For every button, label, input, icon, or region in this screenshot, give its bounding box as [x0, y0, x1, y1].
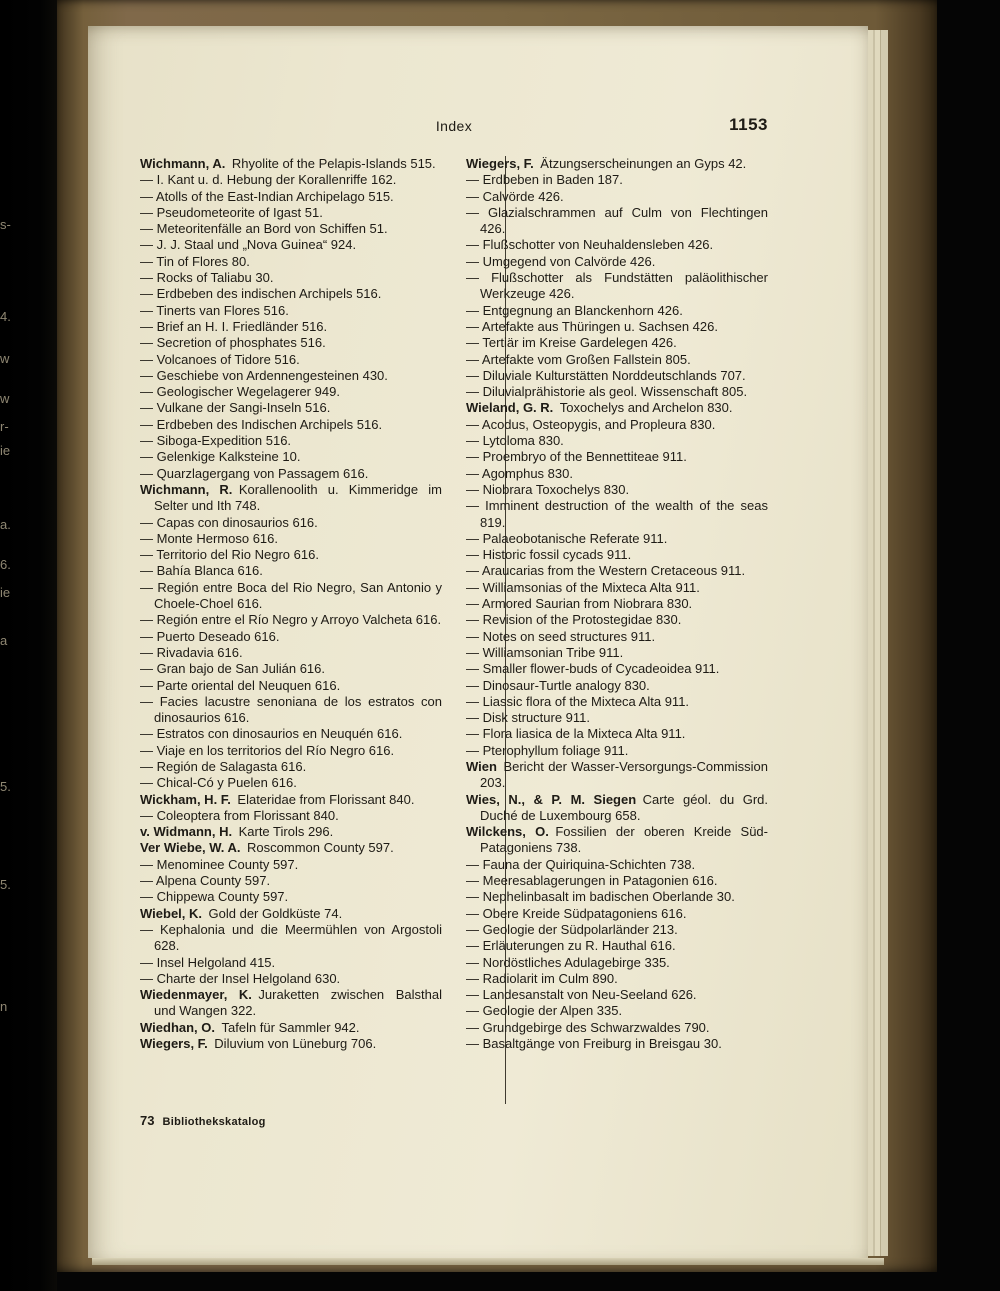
- index-entry: — Región entre el Río Negro y Arroyo Valcheta 616.: [140, 612, 442, 628]
- index-entry: — Geologie der Südpolarländer 213.: [466, 921, 678, 937]
- page-edge-stack: [868, 30, 888, 1256]
- index-entry: — Notes on seed structures 911.: [466, 628, 656, 644]
- index-entry: Wiedenmayer, K. Juraketten zwischen Balsthal und Wangen 322.: [140, 987, 442, 1019]
- index-entry: — Coleoptera from Florissant 840.: [140, 807, 339, 823]
- index-entry: — Kephalonia und die Meermühlen von Argostoli 628.: [140, 921, 442, 954]
- index-entry: — Williamsonias of the Mixteca Alta 911.: [466, 579, 700, 595]
- index-entry: Wichmann, A. Rhyolite of the Pelapis-Islands 515.: [140, 156, 436, 171]
- index-entry: — Diluviale Kulturstätten Norddeutschlands 707.: [466, 367, 746, 383]
- index-entry: — Flora liasica de la Mixteca Alta 911.: [466, 726, 686, 742]
- edge-text-fragment: a.: [0, 518, 11, 532]
- index-entry: — Landesanstalt von Neu-Seeland 626.: [466, 987, 697, 1003]
- index-entry: — Proembryo of the Bennettiteae 911.: [466, 449, 687, 465]
- edge-text-fragment: r-: [0, 420, 9, 434]
- index-entry: — Siboga-Expedition 516.: [140, 433, 292, 449]
- index-entry: — Parte oriental del Neuquen 616.: [140, 677, 341, 693]
- page-number: 1153: [729, 115, 768, 134]
- entry-author: Wies, N., & P. M. Siegen: [466, 791, 637, 807]
- index-entry: — Alpena County 597.: [140, 873, 271, 889]
- index-entry: — Williamsonian Tribe 911.: [466, 644, 624, 660]
- entry-author: Wickham, H. F.: [140, 791, 231, 807]
- index-entry: — Flußschotter von Neuhaldensleben 426.: [466, 237, 714, 253]
- index-entry: — Fauna der Quiriquina-Schichten 738.: [466, 856, 696, 872]
- index-entry: — Basaltgänge von Freiburg in Breisgau 30.: [466, 1036, 722, 1052]
- index-entry: Wickham, H. F. Elateridae from Florissant 840.: [140, 791, 415, 807]
- index-entry: — J. J. Staal und „Nova Guinea“ 924.: [140, 237, 357, 253]
- index-entry: — Menominee County 597.: [140, 856, 299, 872]
- index-entry: Wiebel, K. Gold der Goldküste 74.: [140, 905, 343, 921]
- entry-author: Ver Wiebe, W. A.: [140, 840, 241, 856]
- page-header: [140, 115, 768, 142]
- edge-text-fragment: a: [0, 634, 8, 648]
- entry-author: Wichmann, A.: [140, 156, 226, 171]
- index-entry: — Geologischer Wegelagerer 949.: [140, 384, 340, 400]
- index-entry: — Revision of the Protostegidae 830.: [466, 612, 682, 628]
- index-entry: — Agomphus 830.: [466, 465, 573, 481]
- index-entry: Wien Bericht der Wasser-Versorgungs-Commission 203.: [466, 758, 768, 791]
- index-entry: — Obere Kreide Südpatagoniens 616.: [466, 905, 687, 921]
- index-entry: Wiegers, F. Diluvium von Lüneburg 706.: [140, 1036, 377, 1052]
- entry-author: Wilckens, O.: [466, 824, 549, 840]
- index-entry: Wiegers, F. Ätzungserscheinungen an Gyps 42.: [466, 156, 747, 171]
- index-entry: — Región entre Boca del Rio Negro, San Antonio y Choele-Choel 616.: [140, 579, 442, 612]
- index-entry: — Umgegend von Calvörde 426.: [466, 253, 656, 269]
- entry-author: Wien: [466, 758, 497, 774]
- index-entry: — Meeresablagerungen in Patagonien 616.: [466, 873, 718, 889]
- page-title: Index: [435, 118, 473, 134]
- index-entry: — Nordöstliches Adulagebirge 335.: [466, 954, 670, 970]
- entry-author: Wieland, G. R.: [466, 400, 554, 416]
- index-entry: — Armored Saurian from Niobrara 830.: [466, 596, 693, 612]
- index-entry: — Pterophyllum foliage 911.: [466, 742, 629, 758]
- index-column-left: [140, 156, 442, 1052]
- index-entry: — Tinerts van Flores 516.: [140, 302, 289, 318]
- index-entry: — Quarzlagergang von Passagem 616.: [140, 465, 369, 481]
- index-entry: — Vulkane der Sangi-Inseln 516.: [140, 400, 331, 416]
- index-entry: — Acodus, Osteopygis, and Propleura 830.: [466, 416, 716, 432]
- index-entry: — Viaje en los territorios del Río Negro 616.: [140, 742, 395, 758]
- entry-author: Wiedenmayer, K.: [140, 987, 252, 1003]
- index-entry: — Atolls of the East-Indian Archipelago 515.: [140, 188, 394, 204]
- index-entry: — Volcanoes of Tidore 516.: [140, 351, 300, 367]
- edge-text-fragment: 6.: [0, 558, 11, 572]
- index-entry: — Liassic flora of the Mixteca Alta 911.: [466, 693, 690, 709]
- index-entry: — Gran bajo de San Julián 616.: [140, 661, 326, 677]
- index-entry: — Gelenkige Kalksteine 10.: [140, 449, 301, 465]
- facing-page-gutter: [0, 0, 57, 1291]
- index-columns: [140, 156, 768, 1052]
- edge-text-fragment: w: [0, 352, 10, 366]
- index-entry: — Rivadavia 616.: [140, 644, 243, 660]
- index-entry: — Capas con dinosaurios 616.: [140, 514, 318, 530]
- index-entry: — Puerto Deseado 616.: [140, 628, 280, 644]
- edge-text-fragment: 5.: [0, 780, 11, 794]
- index-entry: — Palaeobotanische Referate 911.: [466, 530, 668, 546]
- index-entry: — Glazialschrammen auf Culm von Flechtingen 426.: [466, 204, 768, 237]
- index-entry: — Bahía Blanca 616.: [140, 563, 263, 579]
- index-entry: — Geologie der Alpen 335.: [466, 1003, 623, 1019]
- index-entry: — Imminent destruction of the wealth of the seas 819.: [466, 498, 768, 530]
- index-entry: — Artefakte aus Thüringen u. Sachsen 426.: [466, 318, 718, 334]
- edge-text-fragment: w: [0, 392, 10, 406]
- page-edge-bottom: [92, 1258, 884, 1265]
- index-entry: — Brief an H. I. Friedländer 516.: [140, 318, 328, 334]
- edge-text-fragment: s-: [0, 218, 11, 232]
- index-entry: — Historic fossil cycads 911.: [466, 547, 632, 563]
- index-entry: — Calvörde 426.: [466, 188, 564, 204]
- index-entry: — Territorio del Rio Negro 616.: [140, 547, 319, 563]
- index-entry: Wiedhan, O. Tafeln für Sammler 942.: [140, 1019, 360, 1035]
- edge-text-fragment: 5.: [0, 878, 11, 892]
- index-entry: — Araucarias from the Western Cretaceous 911.: [466, 563, 746, 579]
- index-entry: — Rocks of Taliabu 30.: [140, 270, 274, 286]
- index-column-right: [466, 156, 768, 1052]
- index-entry: — Erdbeben in Baden 187.: [466, 172, 623, 188]
- index-entry: — Tin of Flores 80.: [140, 253, 250, 269]
- footer-label: Bibliothekskatalog: [162, 1116, 266, 1128]
- edge-text-fragment: ie: [0, 586, 11, 600]
- entry-author: v. Widmann, H.: [140, 824, 233, 840]
- index-entry: — Chippewa County 597.: [140, 889, 289, 905]
- index-entry: — Estratos con dinosaurios en Neuquén 616.: [140, 726, 403, 742]
- footer-signature: 73: [140, 1113, 155, 1128]
- index-entry: — Secretion of phosphates 516.: [140, 335, 326, 351]
- index-entry: Wichmann, R. Korallenoolith u. Kimmeridge im Selter und Ith 748.: [140, 481, 442, 514]
- entry-author: Wiegers, F.: [140, 1036, 208, 1052]
- index-entry: v. Widmann, H. Karte Tirols 296.: [140, 824, 334, 840]
- index-entry: Ver Wiebe, W. A. Roscommon County 597.: [140, 840, 394, 856]
- index-entry: — Artefakte vom Großen Fallstein 805.: [466, 351, 691, 367]
- index-entry: — Niobrara Toxochelys 830.: [466, 481, 630, 497]
- index-entry: — Nephelinbasalt im badischen Oberlande 30.: [466, 889, 735, 905]
- index-entry: — Facies lacustre senoniana de los estratos con dinosaurios 616.: [140, 693, 442, 726]
- index-entry: — Flußschotter als Fundstätten paläolithischer Werkzeuge 426.: [466, 270, 768, 302]
- index-entry: — Diluvialprähistorie als geol. Wissenschaft 805.: [466, 384, 748, 400]
- index-entry: — Lytoloma 830.: [466, 433, 564, 449]
- index-entry: — Tertiär im Kreise Gardelegen 426.: [466, 335, 677, 351]
- index-entry: — Chical-Có y Puelen 616.: [140, 775, 297, 791]
- index-entry: — Grundgebirge des Schwarzwaldes 790.: [466, 1019, 710, 1035]
- edge-text-fragment: n: [0, 1000, 8, 1014]
- index-entry: — Erdbeben des Indischen Archipels 516.: [140, 416, 383, 432]
- index-entry: — Entgegnung an Blanckenhorn 426.: [466, 302, 683, 318]
- index-entry: — Smaller flower-buds of Cycadeoidea 911.: [466, 661, 720, 677]
- index-entry: — Disk structure 911.: [466, 710, 591, 726]
- index-entry: — Región de Salagasta 616.: [140, 758, 307, 774]
- page-footer: [140, 1112, 266, 1130]
- index-entry: — Meteoritenfälle an Bord von Schiffen 51.: [140, 221, 388, 237]
- index-entry: — Charte der Insel Helgoland 630.: [140, 970, 341, 986]
- entry-author: Wiebel, K.: [140, 905, 203, 921]
- entry-author: Wiedhan, O.: [140, 1019, 215, 1035]
- index-entry: — Pseudometeorite of Igast 51.: [140, 204, 323, 220]
- index-entry: — Erläuterungen zu R. Hauthal 616.: [466, 938, 676, 954]
- edge-text-fragment: ie: [0, 444, 11, 458]
- index-entry: Wilckens, O. Fossilien der oberen Kreide Süd-Patagoniens 738.: [466, 824, 768, 856]
- index-entry: — Dinosaur-Turtle analogy 830.: [466, 677, 650, 693]
- entry-author: Wiegers, F.: [466, 156, 534, 171]
- index-entry: — Geschiebe von Ardennengesteinen 430.: [140, 367, 388, 383]
- index-entry: — Erdbeben des indischen Archipels 516.: [140, 286, 382, 302]
- paper-page: [88, 26, 868, 1258]
- index-entry: Wieland, G. R. Toxochelys and Archelon 830.: [466, 400, 733, 416]
- index-entry: Wies, N., & P. M. Siegen Carte géol. du Grd. Duché de Luxembourg 658.: [466, 791, 768, 823]
- edge-text-fragment: 4.: [0, 310, 11, 324]
- entry-author: Wichmann, R.: [140, 481, 233, 497]
- index-entry: — Monte Hermoso 616.: [140, 530, 279, 546]
- index-entry: — Radiolarit im Culm 890.: [466, 970, 618, 986]
- index-entry: — I. Kant u. d. Hebung der Korallenriffe 162.: [140, 172, 397, 188]
- index-entry: — Insel Helgoland 415.: [140, 954, 276, 970]
